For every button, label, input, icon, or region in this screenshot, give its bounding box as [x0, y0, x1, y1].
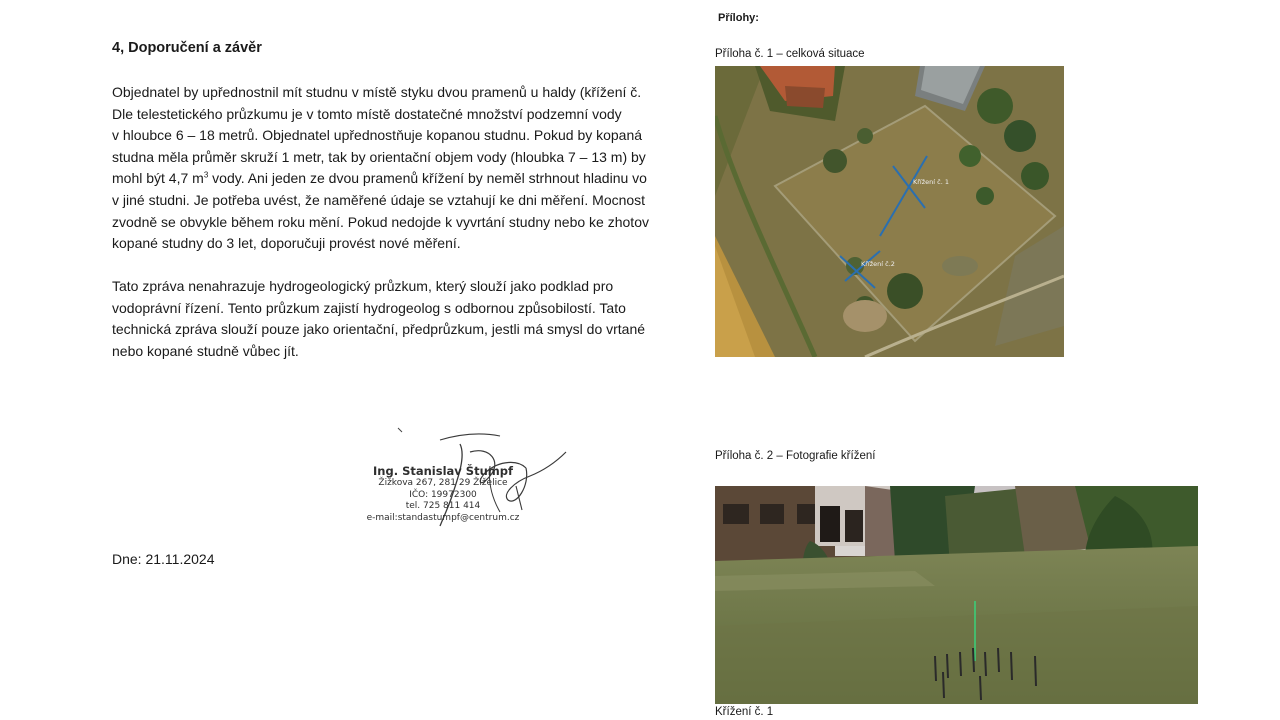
crossing-photo: [715, 486, 1198, 704]
line-part: mohl být 4,7 m: [112, 170, 204, 187]
stamp-name: Ing. Stanislav Štumpf: [373, 464, 513, 478]
attachments-title: Přílohy:: [718, 12, 759, 24]
paragraph-line: Tato zpráva nenahrazuje hydrogeologický průzkum, který slouží jako podklad pro: [112, 278, 614, 294]
section-heading: 4, Doporučení a závěr: [112, 40, 262, 56]
disclaimer-paragraph: [112, 276, 645, 362]
recommendation-paragraph: [112, 82, 649, 255]
paragraph-line: kopané studny do 3 let, doporučuji provést nové měření.: [112, 235, 461, 252]
paragraph-line: vodoprávní řízení. Tento průzkum zajistí hydrogeolog s odbornou způsobilostí. Tato: [112, 299, 626, 316]
superscript: 3: [203, 170, 209, 180]
attachment-2-caption: Příloha č. 2 – Fotografie křížení: [715, 450, 876, 462]
aerial-situation-map: [715, 66, 1064, 357]
paragraph-line: v jiné studni. Je potřeba uvést, že naměřené údaje se vztahují ke dni měření. Mocnost: [112, 191, 646, 208]
paragraph-line: Dle telestetického průzkumu je v tomto místě dostatečné množství podzemní vody: [112, 105, 622, 122]
paragraph-line: v hloubce 6 – 18 metrů. Objednatel upřednostňuje kopanou studnu. Pokud by kopaná: [112, 127, 643, 144]
paragraph-line: studna měla průměr skruží 1 metr, tak by orientační objem vody (hloubka 7 – 13 m) by: [112, 148, 646, 165]
company-stamp: [348, 464, 538, 524]
paragraph-line: nebo kopané studně vůbec jít.: [112, 342, 299, 359]
map-label-crossing-1: Křížení č. 1: [913, 178, 949, 186]
line-part: vody. Ani jeden ze dvou pramenů křížení by neměl strhnout hladinu vo: [208, 170, 647, 187]
paragraph-line: Objednatel by upřednostnil mít studnu v místě styku dvou pramenů u haldy (křížení č.: [112, 84, 642, 100]
paragraph-line: [112, 168, 649, 190]
stamp-phone: tel. 725 811 414: [405, 501, 481, 511]
report-date: Dne: 21.11.2024: [112, 551, 215, 567]
attachment-1-caption: Příloha č. 1 – celková situace: [715, 48, 865, 60]
map-label-crossing-2: Křížení č.2: [861, 260, 895, 268]
stamp-ico: IČO: 19972300: [409, 489, 477, 500]
photo-subcaption: Křížení č. 1: [715, 706, 774, 718]
stamp-address: Žižkova 267, 281 29 Žiželice: [378, 478, 508, 488]
signature-stamp: [340, 426, 580, 538]
stamp-email: e-mail:standastumpf@centrum.cz: [366, 512, 520, 523]
paragraph-line: technická zpráva slouží pouze jako orientační, předprůzkum, jestli má smysl do vrtané: [112, 321, 646, 338]
paragraph-line: zvodně se obvykle během roku mění. Pokud nedojde k vyvrtání studny nebo ke zhotov: [112, 213, 649, 230]
